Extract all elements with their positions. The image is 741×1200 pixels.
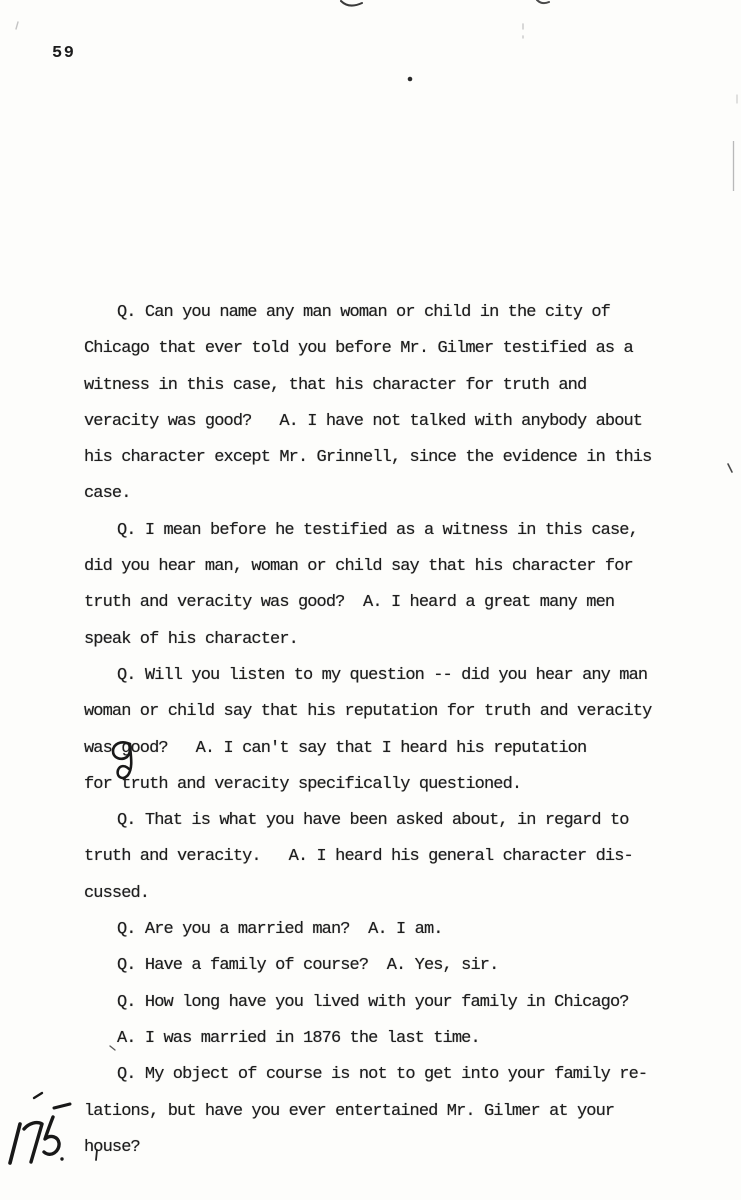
transcript-line: Chicago that ever told you before Mr. Gilmer testified as a (84, 339, 633, 359)
transcript-line: Q. How long have you lived with your family in Chicago? (117, 992, 629, 1012)
transcript-line: witness in this case, that his character for truth and (84, 375, 587, 395)
right-edge-backslash (728, 464, 732, 472)
digit-5-overline (54, 1104, 70, 1108)
transcript-line: for truth and veracity specifically questioned. (84, 774, 522, 794)
digit-7 (24, 1123, 42, 1162)
ink-dot (408, 77, 413, 82)
transcript-line: truth and veracity. A. I heard his general character dis- (84, 847, 633, 867)
transcript-line: did you hear man, woman or child say that his character for (84, 557, 633, 577)
handwritten-tick (34, 1093, 42, 1098)
faint-topleft-mark (16, 22, 18, 29)
transcript-line: speak of his character. (84, 629, 298, 649)
digit-1 (10, 1124, 20, 1163)
transcript-line: case. (84, 484, 131, 504)
transcript-line: A. I was married in 1876 the last time. (117, 1028, 480, 1048)
transcript-line: Q. My object of course is not to get into your family re- (117, 1065, 648, 1085)
page-number: 59 (52, 44, 76, 63)
transcript-line: Q. That is what you have been asked about, in regard to (117, 811, 629, 831)
handwritten-dot (60, 1157, 63, 1160)
transcript-line: cussed. (84, 883, 150, 903)
transcript-line: Q. Will you listen to my question -- did you hear any man (117, 665, 648, 685)
transcript-line: lations, but have you ever entertained Mr. Gilmer at your (84, 1101, 615, 1121)
transcript-line: woman or child say that his reputation for truth and veracity (84, 702, 652, 722)
transcript-line: Q. Are you a married man? A. I am. (117, 920, 443, 940)
top-right-curve-mark (537, 0, 549, 3)
transcript-line: Q. I mean before he testified as a witness in this case, (117, 520, 638, 540)
transcript-line: was good? A. I can't say that I heard his reputation (84, 738, 587, 758)
transcript-line: house? (84, 1137, 140, 1157)
transcript-lines (84, 295, 724, 1166)
transcript-line: his character except Mr. Grinnell, since the evidence in this (84, 448, 652, 468)
transcript-line: Q. Have a family of course? A. Yes, sir. (117, 956, 499, 976)
transcript-line: veracity was good? A. I have not talked with anybody about (84, 411, 643, 431)
transcript-line: truth and veracity was good? A. I heard a great many men (84, 593, 615, 613)
transcript-line: Q. Can you name any man woman or child in the city of (117, 303, 610, 322)
top-check-curve-mark (341, 1, 362, 6)
digit-5 (44, 1117, 59, 1154)
handwritten-175 (10, 1093, 70, 1163)
